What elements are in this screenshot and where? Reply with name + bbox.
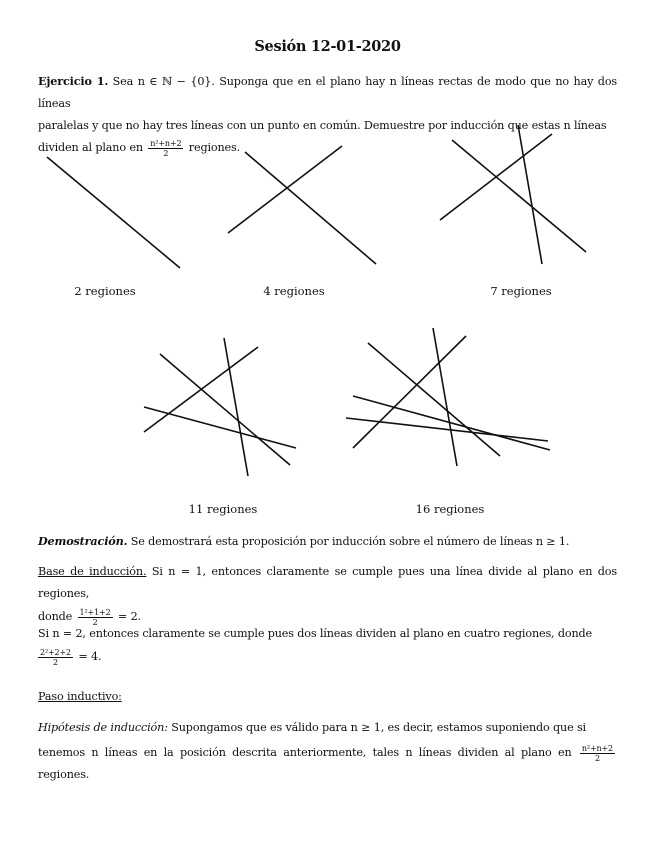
formula-numerator: n²+n+2: [150, 138, 182, 148]
base-case: [38, 561, 617, 628]
figure-caption-4: 11 regiones: [188, 502, 258, 516]
case2-formula: [38, 648, 73, 667]
induction-hypothesis: [38, 717, 617, 786]
formula-denominator: 2: [163, 148, 169, 158]
figure-caption-1: 2 regiones: [74, 284, 136, 298]
figure-caption-3: 7 regiones: [490, 284, 552, 298]
page-title: Sesión 12-01-2020: [254, 38, 401, 55]
inductive-step-label: Paso inductivo:: [38, 690, 122, 703]
fig1-line-a: [47, 157, 180, 268]
case-two: [38, 623, 617, 668]
figure-five-lines: [346, 328, 550, 466]
fig3-line-b: [440, 134, 552, 220]
proof-text: Se demostrará esta proposición por inducción sobre el número de líneas n ≥ 1.: [127, 535, 570, 548]
base-formula-numerator: 1²+1+2: [79, 607, 111, 617]
inductive-step-heading: [38, 686, 617, 708]
figure-four-lines: [144, 338, 296, 476]
figure-caption-2: 4 regiones: [263, 284, 325, 298]
fig4-line-d: [144, 407, 296, 448]
hypothesis-formula-denominator: 2: [594, 753, 600, 763]
base-line-2-pre: donde: [38, 610, 76, 623]
case2-formula-denominator: 2: [53, 657, 58, 667]
exercise-line-1: Sea n ∈ ℕ − {0}. Suponga que en el plano hay n líneas rectas de modo que no hay dos líneas: [38, 75, 617, 110]
base-formula-denominator: 2: [92, 617, 98, 627]
base-line-1: Si n = 1, entonces claramente se cumple pues una línea divide al plano en dos regiones,: [38, 565, 617, 600]
fig5-line-d: [353, 396, 550, 450]
figure-one-line: [47, 157, 180, 268]
hypothesis-formula-numerator: n²+n+2: [581, 743, 613, 753]
fig3-line-c: [518, 125, 542, 264]
figure-caption-5: 16 regiones: [415, 502, 485, 516]
proof-intro: [38, 530, 617, 553]
fig5-line-a: [368, 343, 500, 456]
exercise-label: Ejercicio 1.: [38, 74, 109, 88]
fig5-line-b: [353, 336, 466, 448]
exercise-line-3-post: regiones.: [185, 141, 241, 154]
figure-two-lines: [228, 146, 376, 264]
exercise-line-3-pre: dividen al plano en: [38, 141, 147, 154]
fig4-line-c: [224, 338, 248, 476]
hypothesis-label: Hipótesis de inducción:: [38, 721, 168, 734]
base-line-2-post: = 2.: [114, 610, 141, 623]
hypothesis-line-2-pre: tenemos n líneas en la posición descrita anteriormente, tales n líneas dividen al plano en: [38, 746, 578, 759]
fig2-line-a: [245, 152, 376, 264]
base-label: Base de inducción.: [38, 565, 147, 578]
case2-line-2-post: = 4.: [74, 650, 102, 663]
exercise-line-2: paralelas y que no hay tres líneas con un punto en común. Demuestre por inducción que estas n líneas: [38, 119, 607, 132]
proof-label: Demostración.: [38, 534, 128, 548]
hypothesis-line-1: Supongamos que es válido para n ≥ 1, es decir, estamos suponiendo que si: [167, 721, 586, 734]
hypothesis-formula: [580, 744, 615, 763]
case2-line-1: Si n = 2, entonces claramente se cumple pues dos líneas dividen al plano en cuatro regiones, donde: [38, 627, 593, 640]
fig4-line-b: [144, 347, 258, 432]
case2-formula-numerator: 2²+2+2: [40, 647, 71, 657]
hypothesis-line-2-post: regiones.: [38, 768, 90, 781]
figure-three-lines: [440, 125, 586, 264]
